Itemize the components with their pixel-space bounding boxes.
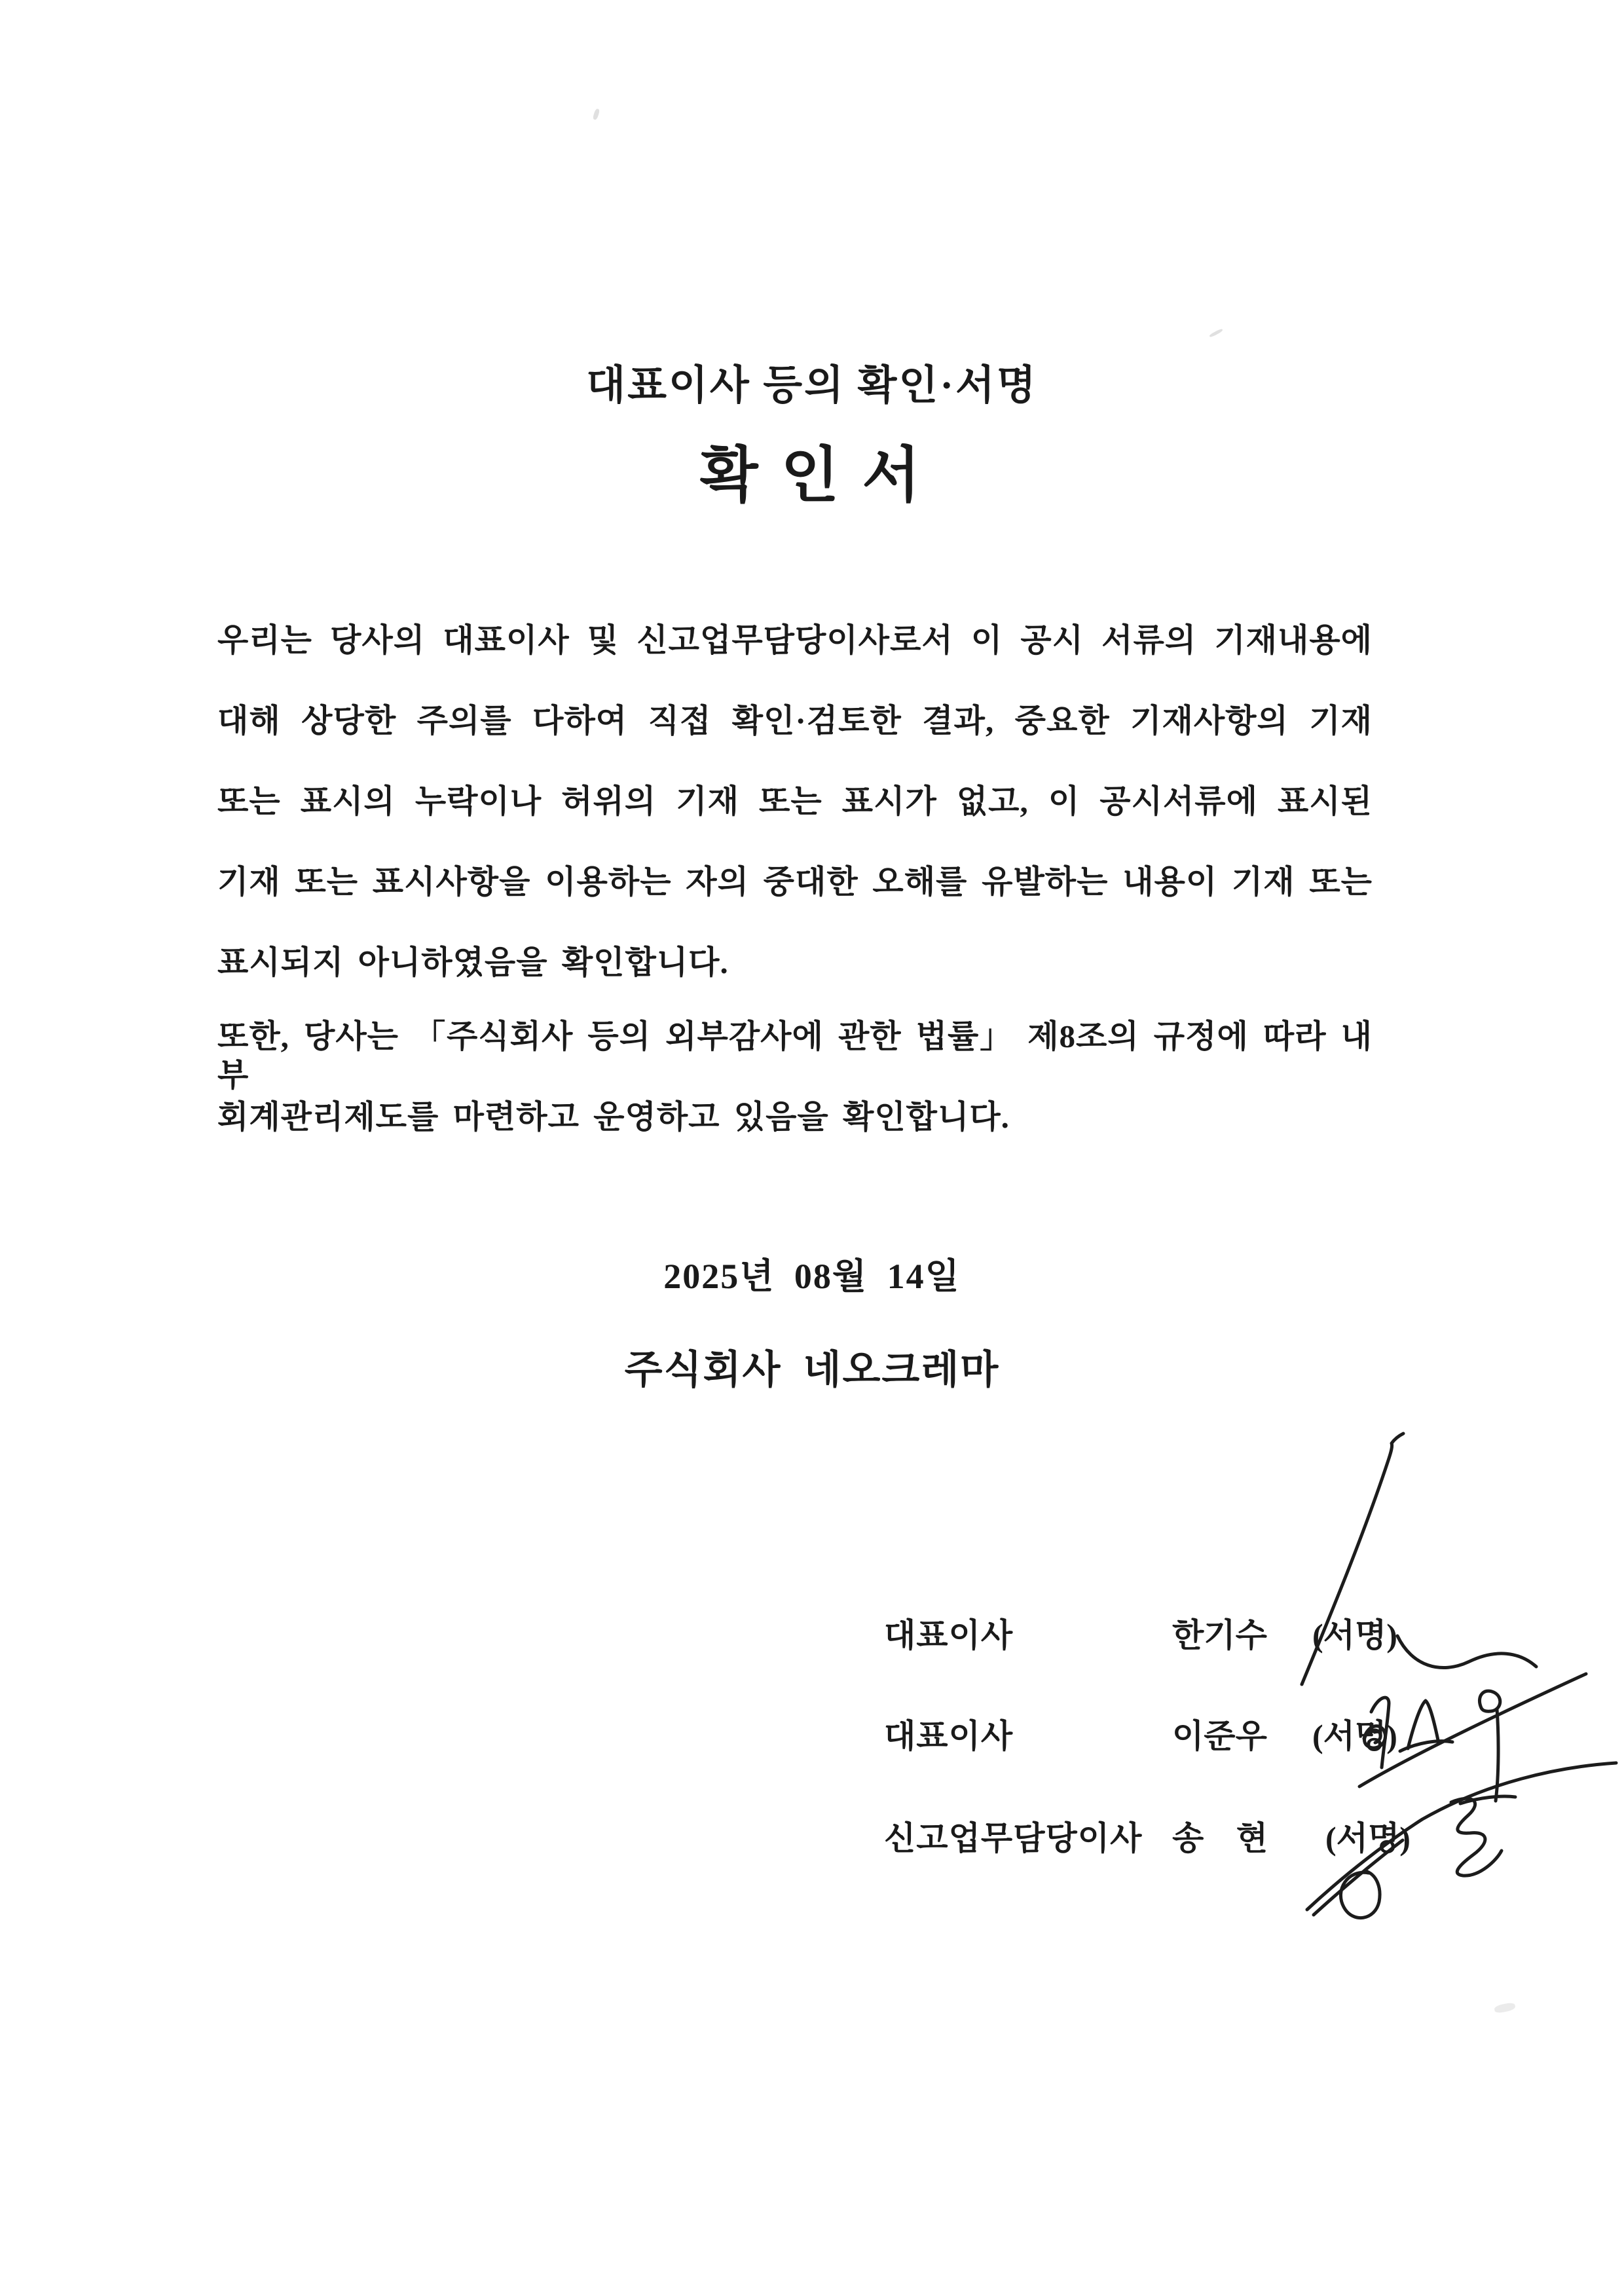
signature-placeholder: (서명)	[1312, 1718, 1397, 1754]
scan-artifact-speck	[1494, 2002, 1516, 2014]
company-name: 주식회사 네오크레마	[624, 1348, 1000, 1392]
scan-artifact-speck	[1209, 328, 1223, 338]
signer-name: 한기수	[1172, 1617, 1267, 1654]
signer-role: 신고업무담당이사	[884, 1820, 1143, 1857]
signer-name: 송 현	[1172, 1820, 1268, 1857]
signature-placeholder: (서명)	[1312, 1617, 1397, 1654]
body-line-3: 또는 표시의 누락이나 허위의 기재 또는 표시가 없고, 이 공시서류에 표시된	[217, 783, 1373, 819]
signature-placeholder: (서명)	[1325, 1820, 1411, 1857]
signature-3-loop	[1340, 1872, 1380, 1918]
document-date: 2025년 08월 14일	[663, 1257, 961, 1296]
body-line-1: 우리는 당사의 대표이사 및 신고업무담당이사로서 이 공시 서류의 기재내용에	[217, 622, 1373, 658]
document-subtitle: 대표이사 등의 확인·서명	[586, 363, 1038, 408]
body-line-6: 또한, 당사는 「주식회사 등의 외부감사에 관한 법률」 제8조의 규정에 따라 내부	[217, 1018, 1373, 1093]
signer-role: 대표이사	[884, 1617, 1014, 1654]
signer-name: 이준우	[1172, 1718, 1267, 1754]
document-title: 확 인 서	[699, 442, 925, 509]
body-line-5: 표시되지 아니하였음을 확인합니다.	[217, 944, 729, 980]
signature-3-zigzag	[1451, 1798, 1502, 1876]
signature-2-tail	[1460, 1691, 1515, 1804]
signer-role: 대표이사	[884, 1718, 1014, 1754]
signature-1-flourish	[1397, 1636, 1536, 1668]
scan-artifact-speck	[593, 108, 600, 120]
body-line-7: 회계관리제도를 마련하고 운영하고 있음을 확인합니다.	[217, 1099, 1010, 1135]
body-line-4: 기재 또는 표시사항을 이용하는 자의 중대한 오해를 유발하는 내용이 기재 또는	[217, 864, 1373, 900]
signature-2-middle	[1400, 1701, 1452, 1751]
body-line-2: 대해 상당한 주의를 다하여 직접 확인·검토한 결과, 중요한 기재사항의 기재	[217, 703, 1373, 739]
